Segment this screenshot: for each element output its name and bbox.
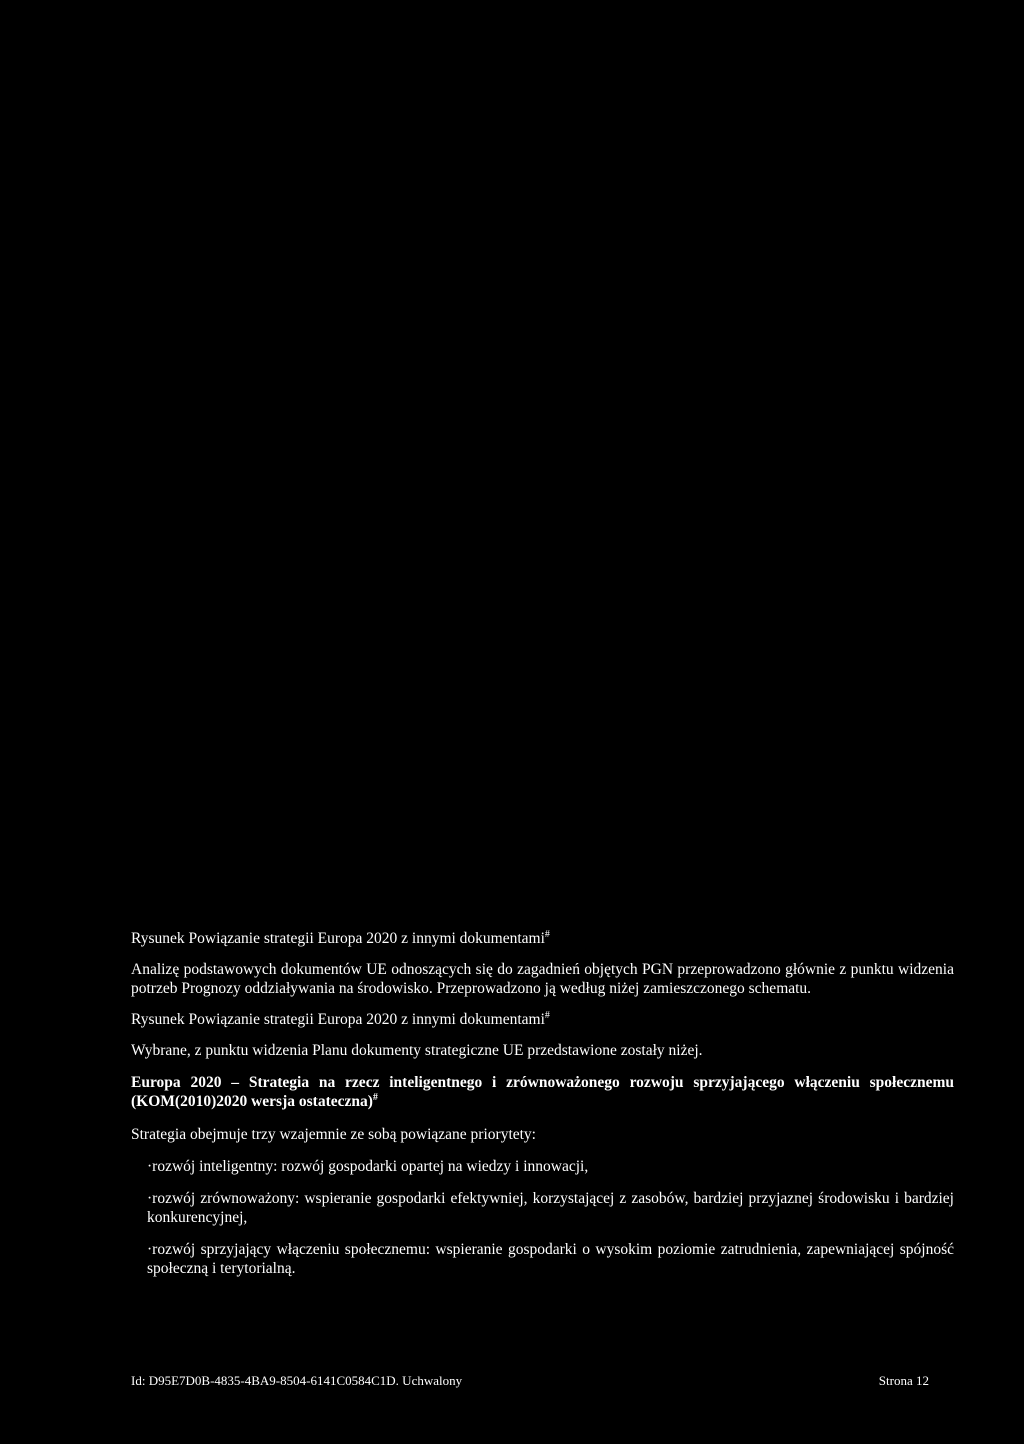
footnote-mark: #	[544, 928, 550, 940]
document-id: Id: D95E7D0B-4835-4BA9-8504-6141C0584C1D. Uchwalony	[131, 1373, 463, 1388]
section-heading-text: Europa 2020 – Strategia na rzecz inteligentnego i zrównoważonego rozwoju sprzyjającego włączeniu społecznemu (KOM(2010)2020 wersja ostateczna)	[131, 1074, 954, 1110]
paragraph: Strategia obejmuje trzy wzajemnie ze sobą powiązane priorytety:	[131, 1126, 536, 1143]
footnote-mark: #	[372, 1091, 378, 1103]
footnote-mark: #	[544, 1009, 550, 1021]
figure-caption	[131, 929, 954, 948]
figure-caption-text: Rysunek Powiązanie strategii Europa 2020 z innymi dokumentami	[131, 930, 545, 947]
section-heading	[131, 1073, 954, 1111]
document-body	[131, 929, 954, 1278]
paragraph: Wybrane, z punktu widzenia Planu dokumenty strategiczne UE przedstawione zostały niżej.	[131, 1042, 703, 1059]
list-item: ·rozwój zrównoważony: wspieranie gospodarki efektywniej, korzystającej z zasobów, bardziej przyjaznej środowisku i bardziej konkurencyjnej,	[147, 1190, 954, 1226]
list-item: ·rozwój sprzyjający włączeniu społecznemu: wspieranie gospodarki o wysokim poziomie zatrudnienia, zapewniającej spójność społeczną i terytorialną.	[147, 1241, 954, 1277]
figure-caption-text: Rysunek Powiązanie strategii Europa 2020 z innymi dokumentami	[131, 1011, 545, 1028]
paragraph: Analizę podstawowych dokumentów UE odnoszących się do zagadnień objętych PGN przeprowadzono głównie z punktu widzenia potrzeb Prognozy oddziaływania na środowisko. Przeprowadzono ją według niżej zamieszczonego schematu.	[131, 961, 954, 997]
page-footer	[131, 1373, 929, 1389]
list-item: ·rozwój inteligentny: rozwój gospodarki opartej na wiedzy i innowacji,	[147, 1158, 589, 1175]
page-number: Strona 12	[878, 1373, 929, 1388]
figure-caption	[131, 1010, 954, 1029]
